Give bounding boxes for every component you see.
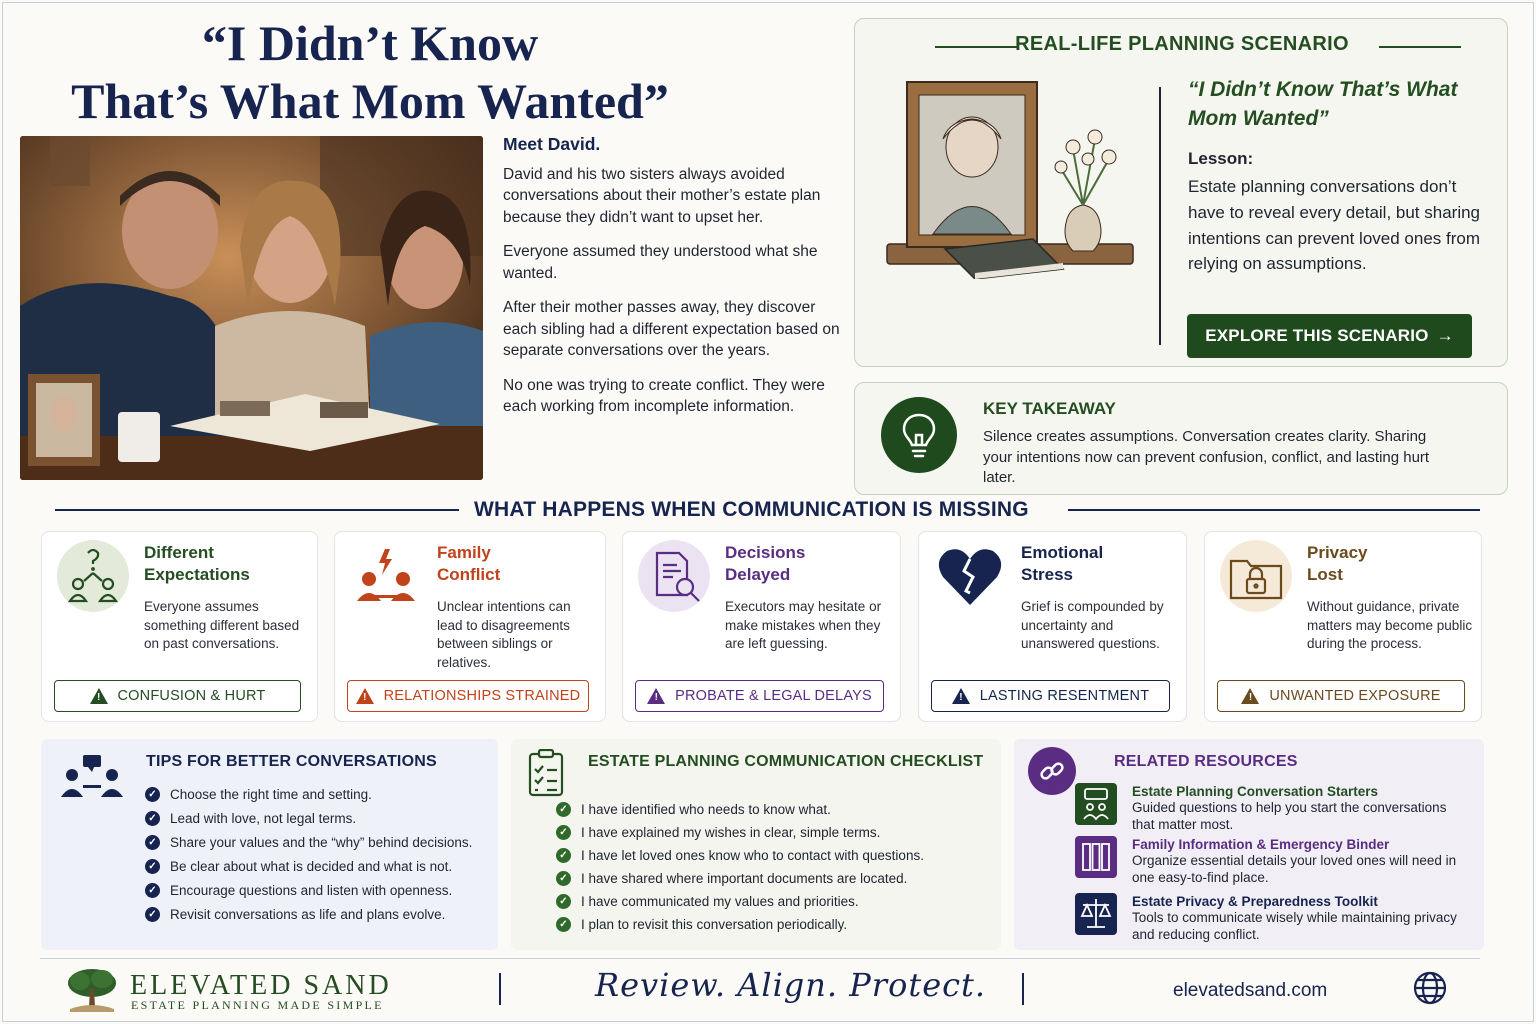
- tagline: Review. Align. Protect.: [595, 966, 987, 1004]
- story-paragraph: After their mother passes away, they discover each sibling had a different expectation based on separate conversations over the years.: [503, 299, 840, 359]
- scenario-quote: “I Didn’t Know That’s What Mom Wanted”: [1188, 78, 1458, 130]
- tip-text: Lead with love, not legal terms.: [170, 810, 357, 826]
- lesson-label: Lesson:: [1188, 149, 1254, 168]
- checklist-item: [556, 913, 924, 936]
- check-icon: ✓: [145, 859, 160, 874]
- family-photo: [20, 136, 483, 480]
- tip-text: Choose the right time and setting.: [170, 786, 372, 802]
- document-search-icon: [637, 539, 711, 618]
- checklist-card: [511, 739, 1001, 950]
- tip-item: [145, 878, 472, 902]
- problem-title: Emotional Stress: [1021, 543, 1104, 584]
- resource-description: Tools to communicate wisely while maintaining privacy and reducing conflict.: [1132, 910, 1457, 942]
- tips-card: [41, 739, 498, 950]
- story-text: [503, 134, 843, 431]
- checklist-item: [556, 844, 924, 867]
- title-line-2: That’s What Mom Wanted”: [71, 73, 669, 129]
- checklist-text: I have identified who needs to know what.: [581, 802, 831, 817]
- locked-folder-icon: [1219, 539, 1293, 618]
- problem-card: [622, 531, 901, 722]
- tips-list: [145, 782, 472, 926]
- checklist-text: I have explained my wishes in clear, simple terms.: [581, 825, 881, 840]
- lesson-text: Estate planning conversations don’t have to reveal every detail, but sharing intentions can prevent loved ones from relying on assumptions.: [1188, 177, 1481, 274]
- people-guide-icon: [1075, 783, 1117, 830]
- key-takeaway-card: [854, 382, 1508, 495]
- checklist-item: [556, 890, 924, 913]
- badge-label: RELATIONSHIPS STRAINED: [383, 688, 581, 704]
- tips-heading: TIPS FOR BETTER CONVERSATIONS: [146, 753, 437, 770]
- check-icon: ✓: [145, 907, 160, 922]
- problem-card: [334, 531, 606, 722]
- clipboard-checklist-icon: [528, 749, 564, 802]
- warning-icon: !: [1241, 688, 1259, 704]
- checklist-heading: ESTATE PLANNING COMMUNICATION CHECKLIST: [588, 753, 984, 770]
- tip-item: [145, 806, 472, 830]
- check-icon: ✓: [145, 883, 160, 898]
- button-label: EXPLORE THIS SCENARIO: [1205, 326, 1429, 345]
- problem-text: Without guidance, private matters may become public during the process.: [1307, 599, 1473, 652]
- resource-description: Organize essential details your loved ones will need in one easy-to-find place.: [1132, 853, 1457, 885]
- resource-title[interactable]: Estate Privacy & Preparedness Toolkit: [1132, 894, 1378, 909]
- checklist-text: I plan to revisit this conversation periodically.: [581, 917, 848, 932]
- warning-icon: !: [647, 688, 665, 704]
- check-icon: ✓: [145, 787, 160, 802]
- conflict-icon: [349, 539, 423, 618]
- check-icon: ✓: [556, 848, 571, 863]
- arrow-right-icon: →: [1436, 326, 1454, 345]
- story-paragraph: No one was trying to create conflict. They were each working from incomplete information.: [503, 376, 825, 415]
- badge-label: UNWANTED EXPOSURE: [1269, 688, 1441, 704]
- problem-card: [918, 531, 1187, 722]
- website-link[interactable]: elevatedsand.com: [1173, 980, 1328, 1001]
- resources-heading: RELATED RESOURCES: [1114, 753, 1298, 770]
- problem-title: Decisions Delayed: [725, 543, 806, 584]
- check-icon: ✓: [556, 917, 571, 932]
- binder-icon: [1075, 836, 1117, 883]
- divider: [55, 509, 459, 511]
- section-heading: WHAT HAPPENS WHEN COMMUNICATION IS MISSING: [474, 498, 1029, 521]
- globe-icon: [1413, 971, 1447, 1010]
- warning-icon: !: [356, 688, 374, 704]
- divider: [1068, 509, 1480, 511]
- check-icon: ✓: [556, 871, 571, 886]
- check-icon: ✓: [145, 835, 160, 850]
- lightbulb-icon: [881, 397, 957, 473]
- problem-text: Unclear intentions can lead to disagreements between siblings or relatives.: [437, 599, 571, 671]
- checklist-item: [556, 798, 924, 821]
- checklist-list: [556, 798, 924, 936]
- tip-text: Revisit conversations as life and plans evolve.: [170, 906, 446, 922]
- problem-card: [1204, 531, 1482, 722]
- tip-item: [145, 830, 472, 854]
- takeaway-heading: KEY TAKEAWAY: [983, 399, 1116, 418]
- brand-subtitle: ESTATE PLANNING MADE SIMPLE: [131, 998, 384, 1012]
- problem-title: Family Conflict: [437, 543, 501, 584]
- problem-badge: [635, 680, 884, 712]
- tip-item: [145, 902, 472, 926]
- check-icon: ✓: [556, 825, 571, 840]
- explore-scenario-button[interactable]: [1187, 314, 1472, 358]
- resources-card: [1014, 739, 1484, 950]
- problem-text: Grief is compounded by uncertainty and unanswered questions.: [1021, 599, 1164, 652]
- divider: [1022, 973, 1024, 1005]
- divider: [1159, 87, 1161, 345]
- takeaway-text: Silence creates assumptions. Conversation creates clarity. Sharing your intentions now can prevent confusion, conflict, and lasting hurt later.: [983, 428, 1430, 486]
- badge-label: PROBATE & LEGAL DELAYS: [675, 688, 872, 704]
- warning-icon: !: [952, 688, 970, 704]
- problem-text: Executors may hesitate or make mistakes when they are left guessing.: [725, 599, 882, 652]
- story-paragraph: David and his two sisters always avoided conversations about their mother’s estate plan because they didn’t want to upset her.: [503, 165, 821, 226]
- memorial-illustration: [883, 79, 1135, 279]
- check-icon: ✓: [145, 811, 160, 826]
- tip-item: [145, 854, 472, 878]
- checklist-item: [556, 821, 924, 844]
- problem-badge: [347, 680, 589, 712]
- brand-name: ELEVATED SAND: [130, 970, 392, 1001]
- story-heading: Meet David.: [503, 134, 601, 154]
- problem-badge: [54, 680, 301, 712]
- footer-divider: [40, 958, 1480, 959]
- broken-heart-icon: [933, 539, 1007, 618]
- resource-description: Guided questions to help you start the conversations that matter most.: [1132, 800, 1447, 832]
- check-icon: ✓: [556, 894, 571, 909]
- warning-icon: !: [90, 688, 108, 704]
- resource-title[interactable]: Family Information & Emergency Binder: [1132, 837, 1390, 852]
- resource-title[interactable]: Estate Planning Conversation Starters: [1132, 784, 1379, 799]
- checklist-text: I have let loved ones know who to contact with questions.: [581, 848, 924, 863]
- tip-text: Encourage questions and listen with openness.: [170, 882, 453, 898]
- page-title: [20, 14, 720, 130]
- problem-badge: [1217, 680, 1465, 712]
- tree-logo-icon: [66, 967, 118, 1018]
- problem-title: Privacy Lost: [1307, 543, 1368, 584]
- problem-badge: [931, 680, 1170, 712]
- badge-label: CONFUSION & HURT: [117, 688, 266, 704]
- check-icon: ✓: [556, 802, 571, 817]
- link-icon: [1028, 747, 1076, 795]
- tip-text: Be clear about what is decided and what is not.: [170, 858, 453, 874]
- question-people-icon: [56, 539, 130, 618]
- badge-label: LASTING RESENTMENT: [979, 688, 1150, 704]
- story-paragraph: Everyone assumed they understood what she wanted.: [503, 243, 818, 282]
- checklist-text: I have shared where important documents are located.: [581, 871, 908, 886]
- tip-text: Share your values and the “why” behind decisions.: [170, 834, 473, 850]
- problem-text: Everyone assumes something different based on past conversations.: [144, 599, 300, 652]
- checklist-text: I have communicated my values and priorities.: [581, 894, 859, 909]
- problem-title: Different Expectations: [144, 543, 250, 584]
- scales-icon: [1075, 893, 1117, 940]
- scenario-heading: REAL-LIFE PLANNING SCENARIO: [1015, 33, 1349, 55]
- problem-card: [41, 531, 318, 722]
- tip-item: [145, 782, 472, 806]
- checklist-item: [556, 867, 924, 890]
- scenario-card: [854, 18, 1508, 367]
- title-line-1: “I Didn’t Know: [201, 15, 539, 71]
- divider: [499, 973, 501, 1005]
- conversation-people-icon: [61, 755, 123, 804]
